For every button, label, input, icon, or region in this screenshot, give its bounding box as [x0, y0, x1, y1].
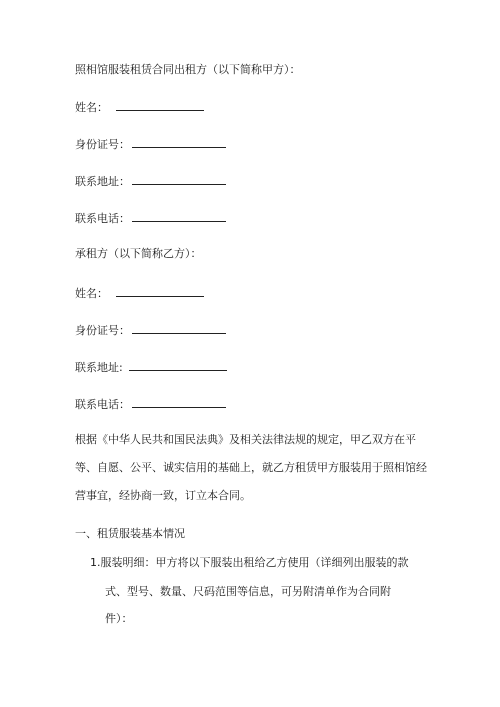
preamble-line-3: 营事宜，经协商一致，订立本合同。 [75, 489, 251, 502]
item-1-line-1-text: 1.服装明细：甲方将以下服装出租给乙方使用（详细列出服装的款 [90, 556, 409, 569]
party-b-name-row [75, 285, 204, 301]
party-b-name-label: 姓名： [75, 287, 108, 300]
party-b-phone-label: 联系电话： [75, 398, 130, 411]
party-a-id-blank[interactable] [132, 136, 226, 148]
party-a-phone-row [75, 210, 226, 226]
party-a-address-blank[interactable] [132, 173, 226, 185]
party-a-heading [75, 63, 301, 77]
item-1-line-2 [105, 585, 391, 599]
party-b-id-row [75, 322, 226, 338]
party-b-address-label: 联系地址: [75, 361, 123, 374]
party-a-phone-label: 联系电话： [75, 212, 130, 225]
party-b-address-row [75, 359, 227, 375]
party-a-id-label: 身份证号： [75, 138, 130, 151]
preamble-line-2: 等、自愿、公平、诚实信用的基础上，就乙方租赁甲方服装用于照相馆经 [75, 461, 427, 474]
party-a-id-row [75, 136, 226, 152]
party-a-name-label: 姓名： [75, 101, 108, 114]
party-b-name-blank[interactable] [116, 285, 204, 297]
item-1-line-3 [105, 612, 133, 626]
party-b-phone-row [75, 396, 226, 412]
party-b-heading [75, 247, 202, 261]
item-1-line-3-text: 件）： [105, 612, 133, 625]
party-a-name-blank[interactable] [116, 99, 204, 111]
party-b-address-blank[interactable] [129, 359, 227, 371]
party-a-address-row [75, 173, 226, 189]
section-1-title [75, 527, 185, 541]
preamble-paragraph [75, 426, 430, 510]
item-1-line-2-text: 式、型号、数量、尺码范围等信息，可另附清单作为合同附 [105, 585, 391, 598]
party-a-phone-blank[interactable] [132, 210, 226, 222]
party-b-id-blank[interactable] [132, 322, 226, 334]
party-b-id-label: 身份证号： [75, 324, 130, 337]
party-a-heading-text: 照相馆服装租赁合同出租方（以下简称甲方）： [75, 63, 301, 76]
party-a-name-row [75, 99, 204, 115]
party-b-heading-text: 承租方（以下简称乙方）： [75, 247, 202, 260]
party-b-phone-blank[interactable] [132, 396, 226, 408]
section-1-title-text: 一、租赁服装基本情况 [75, 527, 185, 540]
party-a-address-label: 联系地址： [75, 175, 130, 188]
item-1-line-1 [90, 556, 409, 570]
preamble-line-1: 根据《中华人民共和国民法典》及相关法律法规的规定，甲乙双方在平 [75, 433, 416, 446]
